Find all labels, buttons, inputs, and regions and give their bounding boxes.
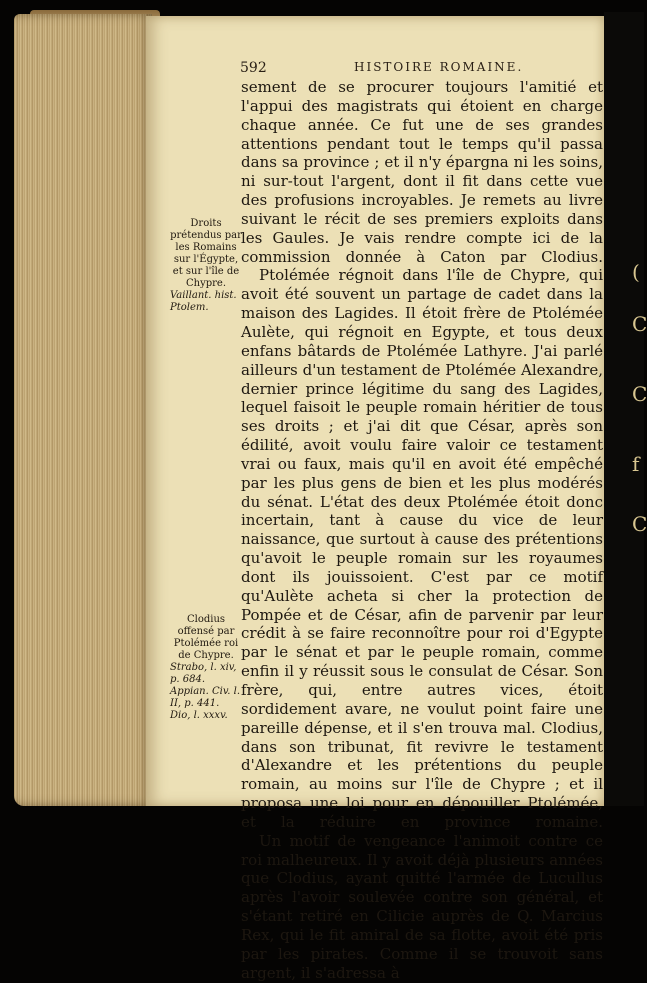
margin-note-rights-title: Droits prétendus par les Romains sur l'Égypte, et sur l'île de Chypre. [170, 218, 242, 289]
body-text [241, 78, 603, 983]
running-title: HISTOIRE ROMAINE. [354, 60, 524, 74]
paragraph-3: Un motif de vengeance l'animoit contre ce roi malheureux. Il y avoit déjà plusieurs années que Clodius, ayant quitté l'armée de Lucullus après l'avoir soulevée contre son général, et s'étant retiré en Cilicie auprès de Q. Marcius Rex, qui le fit amiral de sa flotte, avoit été pris par les pirates. Comme il se trouvoit sans argent, il s'adressa à [241, 831, 603, 982]
margin-note-clodius-reference: Strabo, l. xiv, p. 684. Appian. Civ. l. II, p. 441. Dio, l. xxxv. [170, 662, 241, 721]
paragraph-2: Ptolémée régnoit dans l'île de Chypre, qui avoit été souvent un partage de cadet dans la maison des Lagides. Il étoit frère de Ptolémée Aulète, qui régnoit en Egypte, et tous deux enfans bâtards de Ptolémée Lathyre. J'ai parlé ailleurs d'un testament de Ptolémée Alexandre, dernier prince légitime du sang des Lagides, lequel faisoit le peuple romain héritier de tous ses droits ; et j'ai dit que César, après son édilité, avoit voulu faire valoir ce testament vrai ou faux, mais qu'il en avoit été empêché par les plus gens de bien et les plus modérés du sénat. L'état des deux Ptolémée étoit donc incertain, tant à cause du vice de leur naissance, que surtout à cause des prétentions qu'avoit le peuple romain sur les royaumes dont ils jouissoient. C'est par ce motif qu'Aulète acheta si cher la protection de Pompée et de César, afin de parvenir par leur crédit à se faire reconnoître pour roi d'Egypte par le sénat et par le peuple romain, comme enfin il y réussit sous le consulat de César. Son frère, qui, entre autres vices, étoit sordidement avare, ne voulut point faire une pareille dépense, et il s'en trouva mal. Clodius, dans son tribunat, fit revivre le testament d'Alexandre et les prétentions du peuple romain, au moins sur l'île de Chypre ; et il proposa une loi pour en dépouiller Ptolémée, et la réduire en province romaine. [241, 266, 603, 831]
page-stack-edge [14, 14, 152, 806]
margin-note-clodius [170, 614, 242, 722]
paragraph-1: sement de se procurer toujours l'amitié et l'appui des magistrats qui étoient en charge chaque année. Ce fut une de ses grandes attentions pendant tout le temps qu'il passa dans sa province ; et il n'y épargna ni les soins, ni sur-tout l'argent, dont il fit dans cette vue des profusions incroyables. Je remets au livre suivant le récit de ses premiers exploits dans les Gaules. Je vais rendre compte ici de la commission donnée à Caton par Clodius. [241, 78, 603, 266]
margin-note-rights [170, 218, 242, 314]
facing-page-edge: ( C C f C [604, 12, 644, 806]
margin-note-clodius-title: Clodius offensé par Ptolémée roi de Chypre. [173, 614, 239, 661]
margin-note-rights-reference: Vaillant. hist. Ptolem. [170, 290, 237, 313]
running-head [240, 60, 600, 78]
page-number: 592 [240, 60, 267, 76]
